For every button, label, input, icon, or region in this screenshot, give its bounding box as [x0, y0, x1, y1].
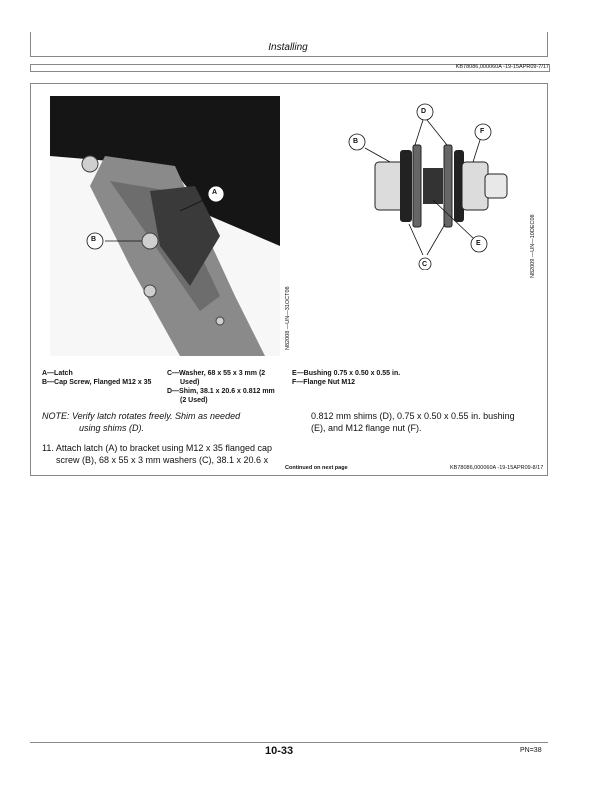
callout-e: E [476, 240, 481, 247]
continued-label: Continued on next page [285, 465, 348, 471]
note-line: NOTE: Verify latch rotates freely. Shim as needed [42, 411, 241, 421]
callout-b: B [91, 236, 97, 243]
note-line: using shims (D). [79, 423, 145, 433]
legend-item: A—Latch [42, 370, 73, 377]
diagram-code: N82009 —UN—10DEC08 [530, 214, 536, 278]
pn-label: PN=38 [520, 747, 542, 754]
note [42, 410, 240, 434]
legend-item: Used) [180, 379, 200, 386]
callout-b-diagram: B [353, 138, 359, 145]
hardware-diagram [345, 100, 525, 270]
latch-photo [50, 96, 280, 356]
legend-item: (2 Used) [180, 397, 208, 404]
step-line: screw (B), 68 x 55 x 3 mm washers (C), 38.1 x 20.6 x [56, 455, 269, 465]
doc-id-bottom: KB78086,000060A -19-15APR09-8/17 [450, 465, 544, 471]
legend-item: B—Cap Screw, Flanged M12 x 35 [42, 379, 152, 386]
legend-item: D—Shim, 38.1 x 20.6 x 0.812 mm [167, 388, 275, 395]
photo-code: N82008 —UN—31OCT08 [285, 286, 291, 350]
step-line: (E), and M12 flange nut (F). [311, 423, 422, 433]
step-line: 0.812 mm shims (D), 0.75 x 0.50 x 0.55 in. bushing [311, 411, 515, 421]
legend-item: E—Bushing 0.75 x 0.50 x 0.55 in. [292, 370, 401, 377]
step-11 [42, 442, 272, 466]
section-title: Installing [268, 42, 308, 53]
step-11-continued [311, 410, 515, 434]
doc-id-top: KB78086,000060A -19-15APR09-7/17 [455, 64, 549, 70]
callout-d: D [421, 108, 427, 115]
legend-item: C—Washer, 68 x 55 x 3 mm (2 [167, 370, 266, 377]
callout-c: C [422, 261, 428, 268]
legend-col-2 [167, 369, 275, 405]
callout-a: A [212, 189, 218, 196]
legend-item: F—Flange Nut M12 [292, 379, 356, 386]
step-line: 11. Attach latch (A) to bracket using M12 x 35 flanged cap [42, 443, 272, 453]
page-number: 10-33 [265, 745, 294, 757]
legend-col-1 [42, 369, 151, 387]
legend-col-3 [292, 369, 400, 387]
footer-rule [30, 742, 548, 743]
callout-f: F [480, 128, 485, 135]
